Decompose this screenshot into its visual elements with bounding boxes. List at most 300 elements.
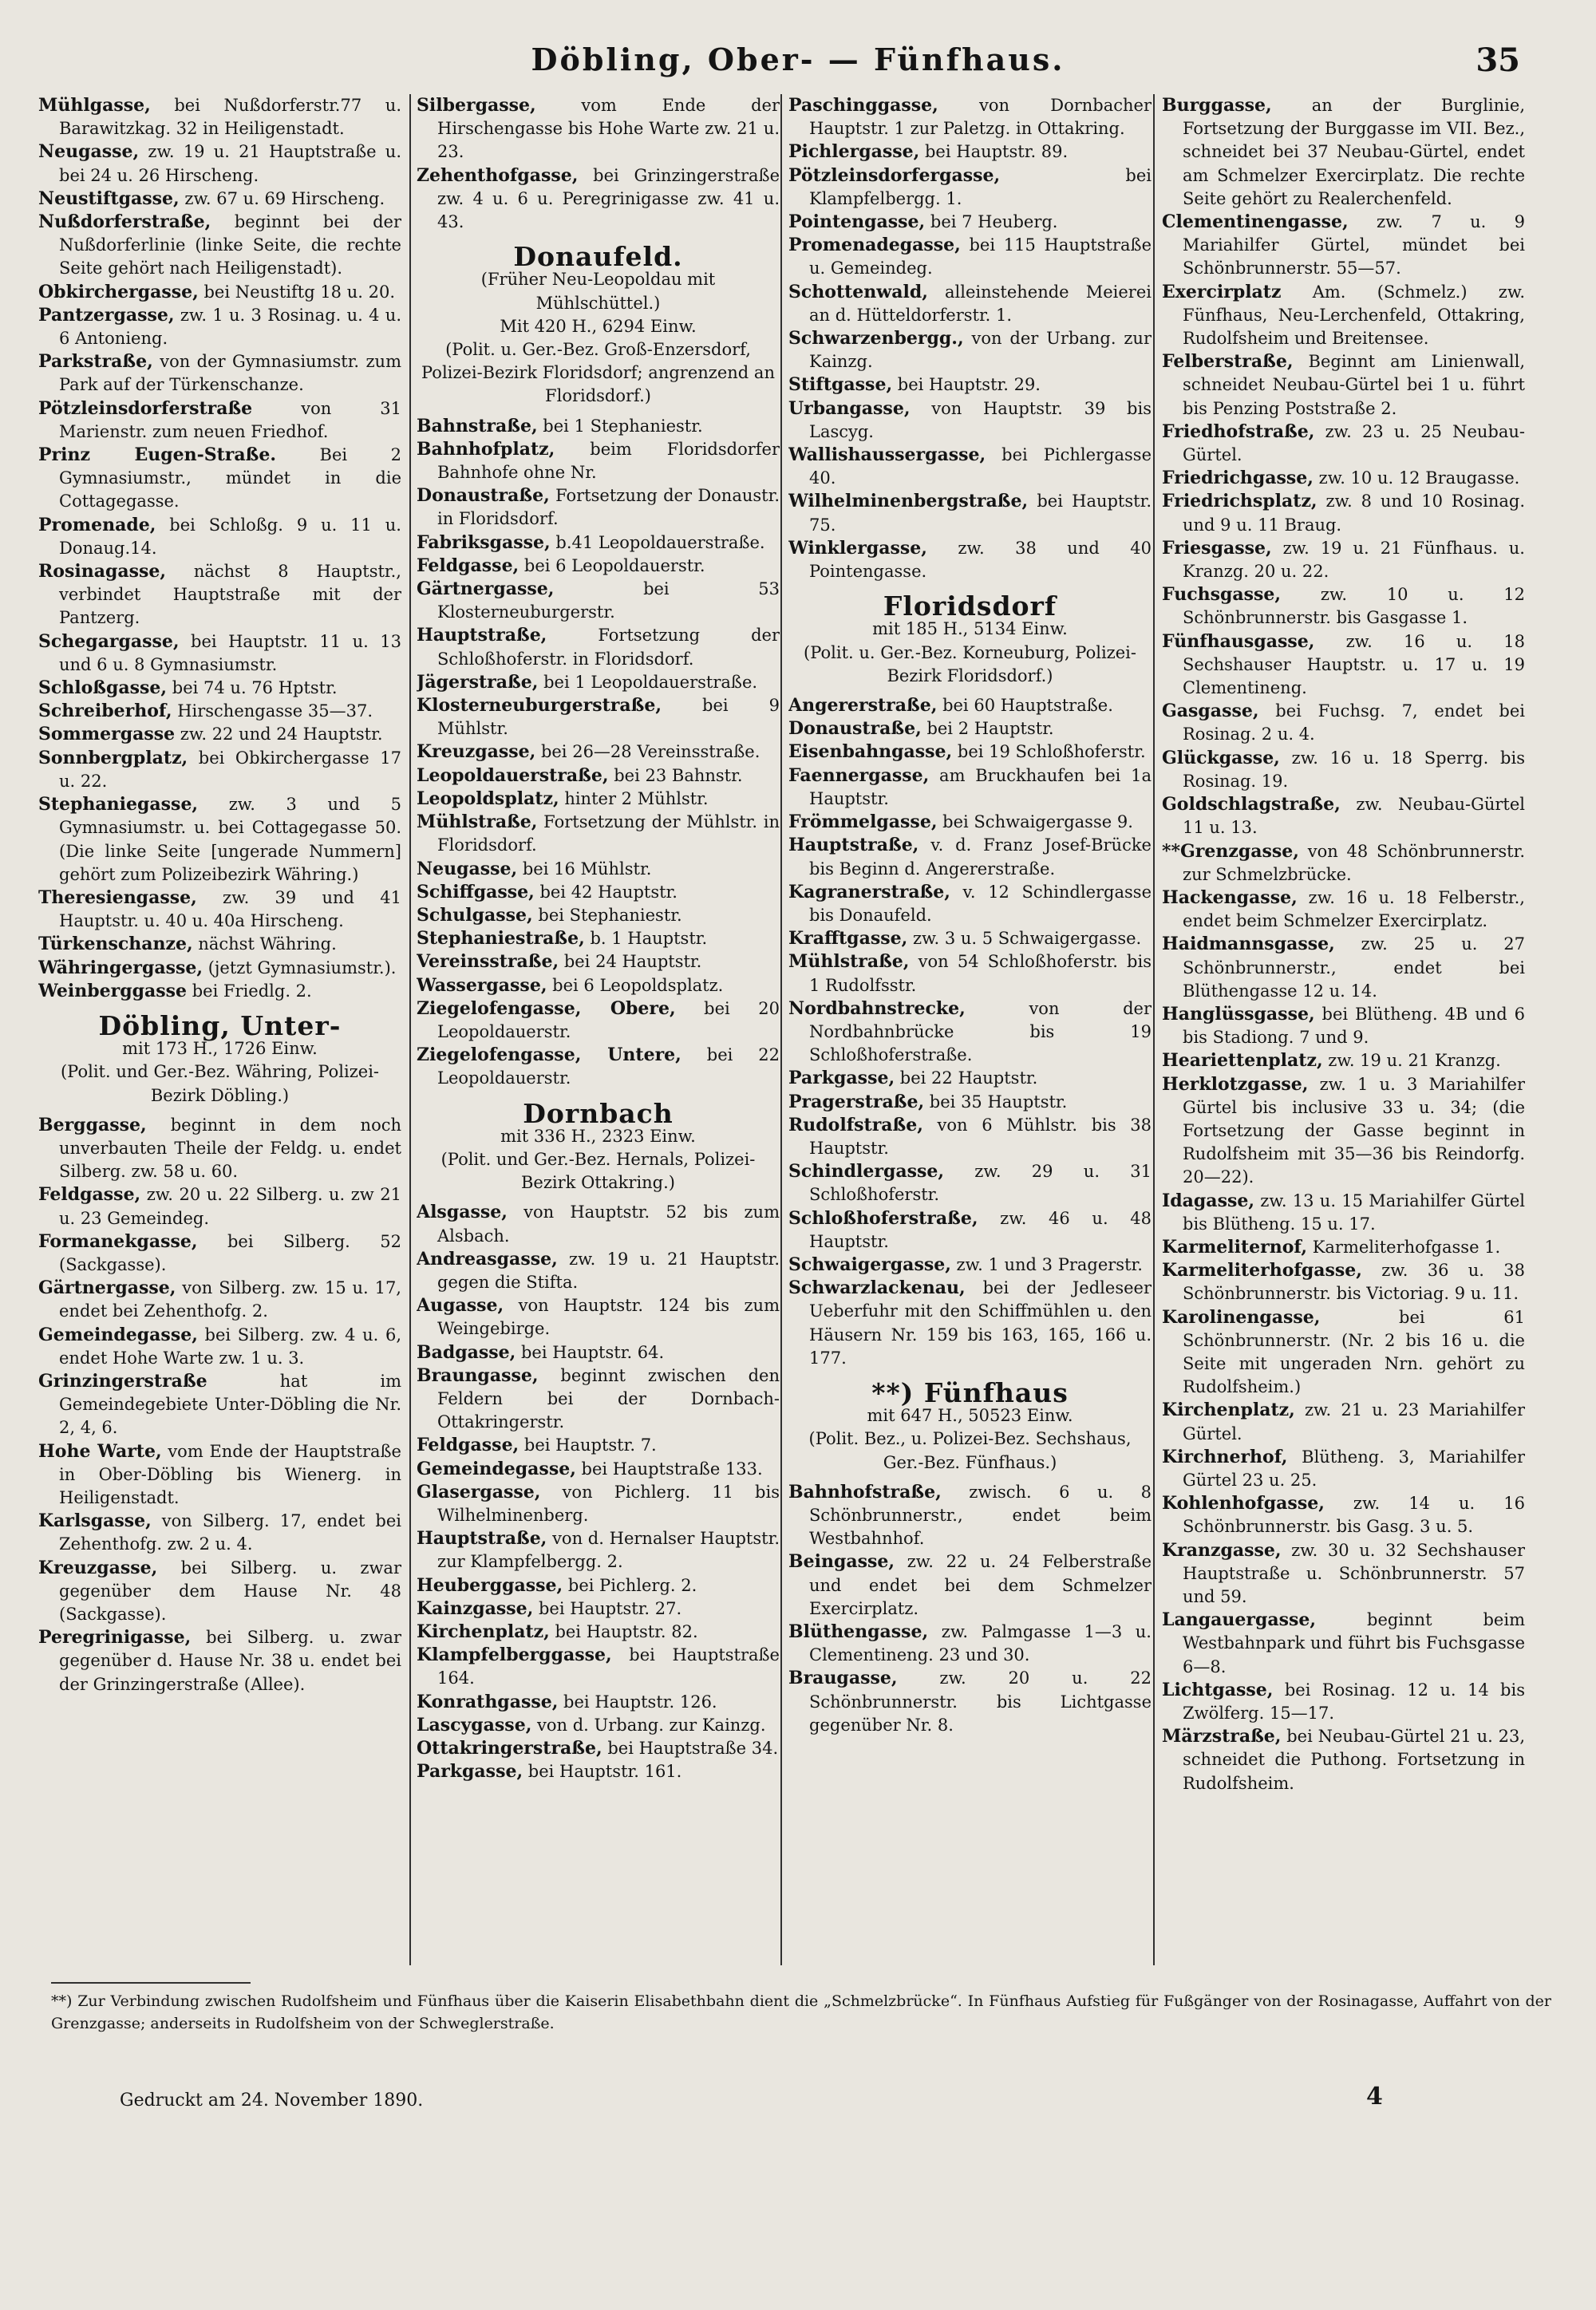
street-name: Lichtgasse, [1162,1679,1274,1700]
street-name: Kreuzgasse, [417,741,536,763]
street-name: Ottakringerstraße, [417,1738,602,1759]
street-description: zw. 3 u. 5 Schwaigergasse. [907,929,1142,949]
street-description: bei Pichlergasse 40. [809,445,1152,488]
street-entry [38,1114,401,1184]
street-entry [38,514,401,560]
street-description: zw. 16 u. 18 Felberstr., endet beim Schmelzer Exercirplatz. [1183,887,1525,931]
street-entry [788,834,1152,880]
street-description: bei 6 Leopoldsplatz. [547,975,724,995]
street-description: nächst 8 Hauptstr., verbindet Hauptstraße mit der Pantzerg. [59,562,401,628]
street-description: zw. 46 u. 48 Hauptstr. [809,1208,1152,1251]
street-description: hinter 2 Mühlstr. [559,788,709,808]
street-name: Schegargasse, [38,630,180,652]
street-description: bei 16 Mühlstr. [517,859,652,879]
street-description: bei Schloßg. 9 u. 11 u. Donaug.14. [59,515,401,558]
street-name: Nußdorferstraße, [38,211,211,233]
street-entry [788,881,1152,927]
street-description: bei Hauptstr. 75. [809,492,1152,535]
street-entry [38,980,401,1003]
street-description: von 54 Schloßhoferstr. bis 1 Rudolfsstr. [809,952,1152,995]
street-description: bei 22 Leopoldauerstr. [437,1045,780,1088]
street-entry [417,531,780,555]
street-description: von Dornbacher Hauptstr. 1 zur Paletzg. in Ottakring. [809,96,1152,139]
section-info: (Polit. u. Ger.-Bez. Groß-Enzersdorf, Polizei-Bezirk Floridsdorf; angrenzend an Floridsdorf.) [421,340,775,406]
street-entry [417,578,780,624]
street-entry [1162,1446,1525,1492]
street-entry [1162,421,1525,467]
street-entry [417,1434,780,1457]
street-name: Formanekgasse, [38,1230,198,1252]
street-description: alleinstehende Meierei an d. Hütteldorferstr. 1. [809,282,1152,325]
street-description: bei 115 Hauptstraße u. Gemeindeg. [809,235,1152,278]
street-description: Fortsetzung der Mühlstr. in Floridsdorf. [437,812,780,855]
street-name: Rosinagasse, [38,561,167,582]
street-description: zw. 30 u. 32 Sechshauser Hauptstraße u. Schönbrunnerstr. 57 und 59. [1183,1540,1525,1606]
street-description: zw. 1 und 3 Pragerstr. [950,1254,1143,1274]
street-description: bei 1 Stephaniestr. [537,416,703,436]
street-description: bei Hauptstraße 34. [602,1739,779,1759]
street-name: Friedrichsplatz, [1162,491,1317,512]
section-header [417,241,780,408]
street-description: zw. 19 u. 21 Fünfhaus. u. Kranzg. 20 u. 22. [1183,538,1525,582]
street-entry [38,188,401,211]
street-name: Pragerstraße, [788,1091,925,1112]
street-entry [1162,1609,1525,1679]
street-entry [417,997,780,1044]
street-name: Exercirplatz [1162,281,1282,302]
street-description: bei Pichlerg. 2. [563,1575,697,1595]
street-name: Stiftgasse, [788,374,893,396]
section-title: Dornbach [523,1097,674,1129]
street-description: zw. 36 u. 38 Schönbrunnerstr. bis Victoriag. 9 u. 11. [1183,1261,1525,1304]
street-entry [38,677,401,700]
street-name: Urbangasse, [788,397,911,419]
street-entry [417,94,780,164]
street-description: bei Hauptstr. 11 u. 13 und 6 u. 8 Gymnasiumstr. [59,631,401,674]
street-entry [38,793,401,886]
street-entry [38,886,401,933]
street-description: bei Silberg. u. zwar gegenüber dem Hause Nr. 48 (Sackgasse). [59,1558,401,1624]
street-entry [788,444,1152,490]
street-name: Pichlergasse, [788,141,920,163]
street-entry [417,1574,780,1597]
street-description: bei Hauptstr. 161. [523,1762,682,1782]
column-2 [417,94,780,1965]
street-name: Donaustraße, [788,718,922,740]
street-entry [417,1481,780,1527]
street-entry [788,1254,1152,1277]
section-info: mit 336 H., 2323 Einw. [500,1126,696,1146]
street-entry [788,717,1152,740]
street-description: zw. 16 u. 18 Sperrg. bis Rosinag. 19. [1183,748,1525,791]
street-name: Feldgasse, [417,1435,519,1456]
street-name: Augasse, [417,1295,504,1317]
street-description: beginnt bei der Nußdorferlinie (linke Seite, die rechte Seite gehört nach Heiligenstadt). [59,212,401,278]
street-description: zw. 1 u. 3 Mariahilfer Gürtel bis inclusive 33 u. 34; (die Fortsetzung der Gasse beginnt in Rudolfsheim mit 35—36 bis Reindorfg. 20—22). [1183,1074,1525,1187]
street-name: Karmeliternof, [1162,1236,1308,1258]
street-description: von der Urbang. zur Kainzg. [809,329,1152,372]
street-entry [1162,933,1525,1003]
street-description: zw. 16 u. 18 Sechshauser Hauptstr. u. 17 u. 19 Clementineng. [1183,631,1525,698]
running-title: Döbling, Ober- — Fünfhaus. [531,41,1065,77]
street-name: Hackengasse, [1162,886,1298,908]
street-name: Promenadegasse, [788,235,961,256]
street-entry [788,537,1152,583]
street-entry [1162,1725,1525,1795]
street-name: Konrathgasse, [417,1691,559,1712]
street-entry [38,94,401,140]
street-name: Friesgasse, [1162,537,1272,559]
street-name: Krafftgasse, [788,928,908,950]
street-description: von der Nordbahnbrücke bis 19 Schloßhoferstraße. [809,998,1152,1065]
street-name: Sonnbergplatz, [38,747,188,768]
section-info: (Polit. und Ger.-Bez. Hernals, Polizei-Bezirk Ottakring.) [440,1149,756,1193]
street-entry [788,211,1152,234]
street-entry [788,1621,1152,1667]
street-description: Beginnt am Linienwall, schneidet Neubau-Gürtel bei 1 u. führt bis Penzing Poststraße 2. [1183,352,1525,418]
street-description: v. d. Franz Josef-Brücke bis Beginn d. Angererstraße. [809,835,1152,879]
section-title: **) Fünfhaus [871,1376,1069,1408]
street-entry [1162,467,1525,490]
street-name: Stephaniegasse, [38,794,199,815]
street-name: Kagranerstraße, [788,881,950,902]
street-name: Alsgasse, [417,1202,508,1223]
section-title: Donaufeld. [513,241,683,273]
street-description: beginnt in dem noch unverbauten Theile der Feldg. u. endet Silberg. zw. 58 u. 60. [59,1115,401,1182]
street-name: Währingergasse, [38,957,203,978]
street-entry [417,694,780,740]
street-entry [38,281,401,304]
street-name: Beingasse, [788,1551,895,1573]
street-entry [788,490,1152,536]
street-description: (jetzt Gymnasiumstr.). [203,958,397,977]
street-name: Neugasse, [38,141,140,163]
street-description: von Hauptstr. 52 bis zum Alsbach. [437,1202,780,1246]
street-name: Karmeliterhofgasse, [1162,1260,1362,1281]
street-entry [1162,793,1525,839]
street-name: Neustiftgasse, [38,188,180,209]
section-info: mit 173 H., 1726 Einw. [122,1039,318,1059]
street-entry [38,397,401,444]
street-name: Karlsgasse, [38,1510,152,1532]
street-name: Grinzingerstraße [38,1370,207,1392]
street-name: Idagasse, [1162,1190,1254,1211]
street-entry [417,881,780,904]
street-description: bei Friedlg. 2. [187,981,312,1001]
street-description: bei 20 Leopoldauerstr. [437,998,780,1041]
street-description: Fortsetzung der Schloßhoferstr. in Floridsdorf. [437,626,780,669]
street-entry [788,950,1152,997]
street-name: Zehenthofgasse, [417,164,579,186]
street-description: bei 19 Schloßhoferstr. [952,742,1146,762]
section-header [417,1097,780,1195]
street-name: Ziegelofengasse, Obere, [417,997,676,1019]
section-info: mit 647 H., 50523 Einw. [867,1406,1073,1426]
street-name: Kohlenhofgasse, [1162,1493,1325,1514]
street-description: Karmeliterhofgasse 1. [1307,1237,1501,1257]
street-name: Berggasse, [38,1114,147,1135]
street-entry [1162,1190,1525,1236]
section-header [788,1376,1152,1475]
street-name: Bahnhofplatz, [417,438,555,460]
street-entry [788,327,1152,373]
street-description: zw. 22 u. 24 Felberstraße und endet bei dem Schmelzer Exercirplatz. [809,1552,1152,1618]
street-entry [1162,211,1525,281]
street-entry [788,1114,1152,1160]
street-name: Gemeindegasse, [38,1324,198,1345]
street-description: Fortsetzung der Donaustr. in Floridsdorf. [437,486,780,529]
street-name: Feldgasse, [417,555,519,576]
street-description: bei Silberg. zw. 4 u. 6, endet Hohe Warte zw. 1 u. 3. [59,1325,401,1368]
street-entry [417,671,780,694]
street-name: Kirchenplatz, [1162,1400,1295,1421]
street-name: Donaustraße, [417,485,550,507]
street-name: Fabriksgasse, [417,531,551,553]
street-entry [788,1207,1152,1254]
street-entry [38,211,401,281]
street-entry [417,1294,780,1341]
street-entry [417,764,780,788]
street-entry [38,1557,401,1627]
street-description: zw. 14 u. 16 Schönbrunnerstr. bis Gasg. 3 u. 5. [1183,1494,1525,1537]
street-name: Feldgasse, [38,1184,141,1206]
street-entry [1162,747,1525,793]
street-name: Schloßhoferstraße, [788,1207,978,1229]
footnote-rule [51,1982,251,1984]
street-name: Hohe Warte, [38,1440,162,1462]
street-name: Schiffgasse, [417,881,535,902]
street-description: zw. 23 u. 25 Neubau-Gürtel. [1183,421,1525,465]
street-name: Winklergasse, [788,537,927,559]
street-description: zw. 67 u. 69 Hirscheng. [179,188,385,208]
street-name: Mühlstraße, [417,811,538,833]
street-entry [417,927,780,950]
street-description: zw. 3 und 5 Gymnasiumstr. u. bei Cottagegasse 50. (Die linke Seite [ungerade Nummern] gehört zum Polizeibezirk Währing.) [59,795,401,884]
street-description: bei 22 Hauptstr. [895,1068,1038,1088]
street-entry [38,1277,401,1323]
street-name: Neugasse, [417,858,518,879]
street-entry [417,164,780,235]
street-name: Parkgasse, [788,1068,895,1089]
street-description: zw. 38 und 40 Pointengasse. [809,538,1152,582]
street-description: bei Grinzingerstraße zw. 4 u. 6 u. Peregrinigasse zw. 41 u. 43. [437,165,780,232]
street-description: bei Stephaniestr. [532,905,682,925]
street-entry [417,904,780,927]
street-description: bei 9 Mühlstr. [437,696,780,739]
street-entry [1162,1399,1525,1445]
street-entry [788,811,1152,834]
street-entry [788,1481,1152,1551]
street-entry [417,1760,780,1783]
street-entry [1162,840,1525,886]
street-name: Sommergasse [38,724,176,745]
street-description: zw. 39 und 41 Hauptstr. u. 40 u. 40a Hirscheng. [59,887,401,931]
street-description: zw. 25 u. 27 Schönbrunnerstr., endet bei Blüthengasse 12 u. 14. [1183,934,1525,1001]
street-entry [1162,1259,1525,1305]
street-name: Langauergasse, [1162,1609,1317,1631]
street-entry [38,747,401,793]
street-description: zw. 21 u. 23 Mariahilfer Gürtel. [1183,1400,1525,1443]
street-name: Faennergasse, [788,764,930,786]
street-entry [38,1183,401,1230]
street-name: Hauptstraße, [417,625,547,646]
column-3 [788,94,1152,1965]
section-header [788,590,1152,688]
street-entry [788,164,1152,211]
street-name: Wallishaussergasse, [788,444,986,466]
section-info: (Polit. und Ger.-Bez. Währing, Polizei-Bezirk Döbling.) [60,1062,380,1105]
street-name: Gärtnergasse, [417,578,555,600]
street-description: bei Rosinag. 12 u. 14 bis Zwölferg. 15—17. [1183,1680,1525,1724]
street-name: Klampfelberggasse, [417,1645,612,1666]
street-description: am Bruckhaufen bei 1a Hauptstr. [809,765,1152,808]
street-name: Gärtnergasse, [38,1277,176,1299]
street-name: Pötzleinsdorfergasse, [788,164,1001,186]
section-info: (Früher Neu-Leopoldau mit Mühlschüttel.) [480,270,716,313]
street-name: Bahnstraße, [417,415,538,436]
street-name: Pantzergasse, [38,304,175,326]
street-description: bei 1 Leopoldauerstraße. [538,672,758,692]
street-name: Schwarzenbergg., [788,328,964,349]
section-title: Döbling, Unter- [98,1009,342,1041]
street-name: Parkstraße, [38,351,153,373]
street-description: bei Hauptstr. 126. [558,1692,717,1712]
street-entry [417,1644,780,1690]
street-entry [417,1248,780,1294]
street-description: bei Hauptstr. 64. [516,1342,665,1362]
street-description: bei Neustiftg 18 u. 20. [198,282,395,302]
column-4 [1162,94,1525,1965]
street-entry [1162,1306,1525,1400]
street-entry [1162,350,1525,421]
street-description: von d. Urbang. zur Kainzg. [531,1715,766,1735]
street-description: bei Klampfelbergg. 1. [809,165,1152,208]
street-description: bei Hauptstr. 89. [919,142,1069,162]
street-description: von 48 Schönbrunnerstr. zur Schmelzbrücke. [1183,841,1525,884]
street-name: Obkirchergasse, [38,281,199,302]
street-name: Felberstraße, [1162,351,1294,373]
street-name: Braugasse, [788,1668,898,1689]
street-description: bei der Jedleseer Ueberfuhr mit den Schiffmühlen u. den Häusern Nr. 159 bis 163, 165, 166 u. 177. [809,1278,1152,1368]
page-number: 35 [1476,41,1520,79]
column-rule [1153,94,1155,1965]
street-name: Silbergasse, [417,95,536,116]
street-name: Lascygasse, [417,1714,532,1735]
street-entry [1162,281,1525,351]
street-name: Prinz Eugen-Straße. [38,444,277,466]
street-name: Rudolfstraße, [788,1114,923,1135]
street-entry [38,957,401,980]
street-description: nächst Währing. [192,934,337,954]
street-description: bei 26—28 Vereinsstraße. [535,742,760,762]
street-name: Stephaniestraße, [417,928,585,950]
street-name: Leopoldauerstraße, [417,764,609,786]
street-name: Fünfhausgasse, [1162,630,1315,652]
street-name: Braungasse, [417,1364,539,1386]
street-name: Badgasse, [417,1341,516,1363]
street-description: bei 23 Bahnstr. [608,765,743,785]
street-entry [788,373,1152,397]
street-description: bei Silberg. 52 (Sackgasse). [59,1231,401,1274]
street-description: bei Neubau-Gürtel 21 u. 23, schneidet die Puthong. Fortsetzung in Rudolfsheim. [1183,1727,1525,1793]
section-info: mit 185 H., 5134 Einw. [872,619,1068,639]
street-description: zw. 8 und 10 Rosinag. und 9 u. 11 Braug. [1183,492,1525,535]
street-description: vom Ende der Hirschengasse bis Hohe Warte zw. 21 u. 23. [437,96,780,162]
street-name: Heariettenplatz, [1162,1050,1323,1072]
street-description: Hirschengasse 35—37. [172,701,373,721]
street-description: zw. Palmgasse 1—3 u. Clementineng. 23 und 30. [809,1622,1152,1665]
street-name: Weinberggasse [38,980,188,1001]
street-description: zw. 7 u. 9 Mariahilfer Gürtel, mündet bei Schönbrunnerstr. 55—57. [1183,212,1525,278]
street-description: zw. 20 u. 22 Schönbrunnerstr. bis Lichtgasse gegenüber Nr. 8. [809,1668,1152,1735]
street-description: zwisch. 6 u. 8 Schönbrunnerstr., endet beim Westbahnhof. [809,1482,1152,1549]
street-name: Schloßgasse, [38,677,168,699]
street-name: Haidmannsgasse, [1162,934,1335,955]
street-description: von Hauptstr. 39 bis Lascyg. [809,398,1152,441]
street-entry [1162,1073,1525,1190]
street-description: bei Hauptstr. 7. [519,1435,657,1455]
street-name: Mühlgasse, [38,95,151,116]
street-name: Ziegelofengasse, Untere, [417,1044,681,1066]
street-description: von d. Hernalser Hauptstr. zur Klampfelbergg. 2. [437,1529,780,1572]
street-entry [788,1160,1152,1206]
street-description: Bei 2 Gymnasiumstr., mündet in die Cottagegasse. [59,445,401,511]
section-header [38,1009,401,1108]
street-description: b. 1 Hauptstr. [584,929,708,949]
street-name: Friedhofstraße, [1162,421,1315,442]
street-entry [788,997,1152,1068]
street-description: zw. 29 u. 31 Schloßhoferstr. [809,1162,1152,1205]
street-name: Peregrinigasse, [38,1627,192,1649]
street-entry [788,397,1152,444]
street-name: Friedrichgasse, [1162,468,1314,489]
section-title: Floridsdorf [883,590,1057,622]
street-description: zw. 10 u. 12 Braugasse. [1313,468,1520,488]
street-description: von der Gymnasiumstr. zum Park auf der Türkenschanze. [59,352,401,395]
street-entry [417,1341,780,1364]
street-name: Paschinggasse, [788,95,938,116]
street-entry [417,974,780,997]
street-entry [38,444,401,514]
street-name: Eisenbahngasse, [788,741,953,763]
street-description: zw. 19 u. 21 Hauptstr. gegen die Stifta. [437,1249,780,1292]
street-entry [38,933,401,956]
street-entry [788,1550,1152,1621]
street-entry [788,927,1152,950]
street-entry [417,1597,780,1621]
street-description: beginnt zwischen den Feldern bei der Dornbach-Ottakringerstr. [437,1365,780,1432]
street-description: bei 74 u. 76 Hptstr. [167,678,338,698]
street-description: bei 6 Leopoldauerstr. [519,555,705,575]
section-info: Mit 420 H., 6294 Einw. [500,316,697,336]
street-entry [1162,1049,1525,1072]
street-name: Hanglüssgasse, [1162,1003,1315,1025]
street-name: Schulgasse, [417,904,533,926]
street-entry [417,555,780,578]
footnote: **) Zur Verbindung zwischen Rudolfsheim und Fünfhaus über die Kaiserin Elisabethbahn dient die „Schmelzbrücke“. In Fünfhaus Aufstieg für Fußgänger von der Rosinagasse, Auffahrt von der Grenzgasse; anderseits in Rudolfsheim von der Schweglerstraße. [51,1992,1551,2032]
street-entry [1162,886,1525,933]
street-name: Jägerstraße, [417,671,539,693]
street-entry [1162,94,1525,211]
street-name: Karolinengasse, [1162,1306,1321,1328]
street-description: b.41 Leopoldauerstraße. [550,532,765,552]
street-description: zw. 10 u. 12 Schönbrunnerstr. bis Gasgasse 1. [1183,585,1525,628]
street-description: zw. 22 und 24 Hauptstr. [175,725,383,744]
street-name: **Grenzgasse, [1162,840,1299,862]
street-description: Am. (Schmelz.) zw. Fünfhaus, Neu-Lerchenfeld, Ottakring, Rudolfsheim und Breitensee. [1183,282,1525,349]
street-entry [417,1201,780,1247]
street-name: Glasergasse, [417,1481,541,1502]
